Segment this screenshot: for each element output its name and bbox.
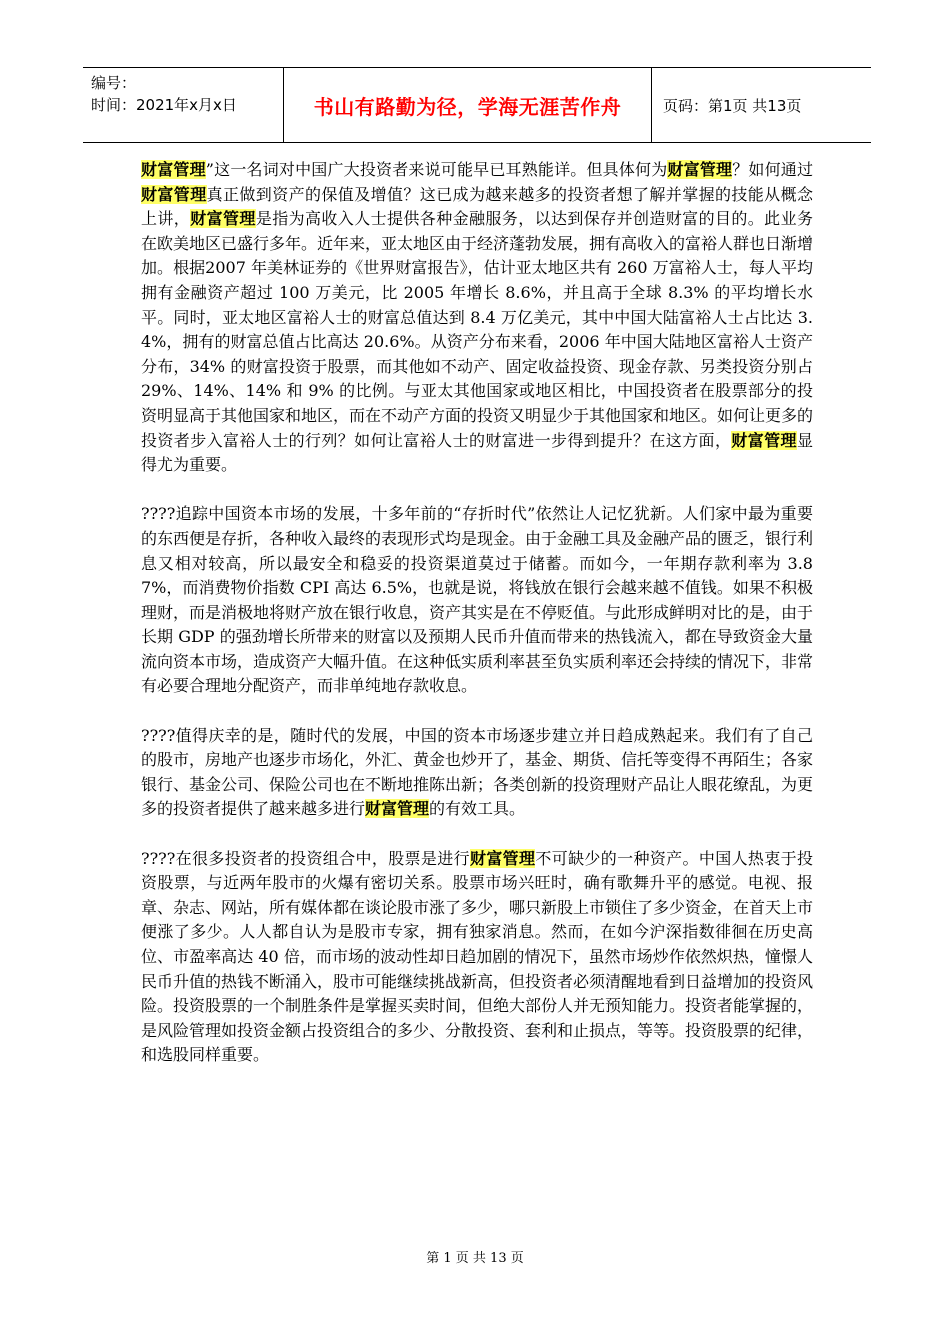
document-time-label: 时间：2021年x月x日 <box>91 96 237 114</box>
highlighted-term: 财富管理 <box>469 848 536 868</box>
document-body <box>141 158 813 1093</box>
highlighted-term: 财富管理 <box>190 209 256 229</box>
document-number-label: 编号： <box>91 74 137 92</box>
paragraph-3: ????值得庆幸的是，随时代的发展，中国的资本市场逐步建立并日趋成熟起来。我们有了自己的股市，房地产也逐步市场化，外汇、黄金也炒开了，基金、期货、信托等变得不再陌生；各家银行、基金公司、保险公司也在不断地推陈出新；各类创新的投资理财产品让人眼花缭乱，为更多的投资者提供了越来越多进行财富管理的有效工具。 <box>141 725 814 819</box>
header-motto-cell <box>284 68 652 142</box>
highlighted-term: 财富管理 <box>731 430 797 450</box>
highlighted-term: 财富管理 <box>667 160 733 179</box>
header-page-info: 页码：第1页 共13页 <box>663 96 802 115</box>
paragraph-2: ????追踪中国资本市场的发展，十多年前的“存折时代”依然让人记忆犹新。人们家中最为重要的东西便是存折，各种收入最终的表现形式均是现金。由于金融工具及金融产品的匮乏，银行利息又相对较高，所以最安全和稳妥的投资渠道莫过于储蓄。而如今，一年期存款利率为 3.87%，而消费物价指数 CPI 高达 6.5%，也就是说，将钱放在银行会越来越不值钱。如果不积极理财，而是消极地将财产放在银行收息，资产其实是在不停贬值。与此形成鲜明对比的是，由于长期 GDP 的强劲增长所带来的财富以及预期人民币升值而带来的热钱流入，都在导致资金大量流向资本市场，造成资产大幅升值。在这种低实质利率甚至负实质利率还会持续的情况下，非常有必要合理地分配资产，而非单纯地存款收息。 <box>141 504 814 696</box>
page-header <box>83 67 871 143</box>
highlighted-term: 财富管理 <box>365 799 430 819</box>
page-footer: 第 1 页 共 13 页 <box>426 1251 524 1266</box>
paragraph-4: ????在很多投资者的投资组合中，股票是进行财富管理不可缺少的一种资产。中国人热衷于投资股票，与近两年股市的火爆有密切关系。股票市场兴旺时，确有歌舞升平的感觉。电视、报章、杂志、网站，所有媒体都在谈论股市涨了多少，哪只新股上市锁住了多少资金，在首天上市便涨了多少。人人都自认为是股市专家，拥有独家消息。然而，在如今沪深指数徘徊在历史高位、市盈率高达 40 倍，而市场的波动性却日趋加剧的情况下，虽然市场炒作依然炽热，憧憬人民币升值的热钱不断涌入，股市可能继续挑战新高，但投资者必须清醒地看到日益增加的投资风险。投资股票的一个制胜条件是掌握买卖时间，但绝大部份人并无预知能力。投资者能掌握的，是风险管理如投资金额占投资组合的多少、分散投资、套利和止损点，等等。投资股票的纪律，和选股同样重要。 <box>141 848 814 1065</box>
paragraph-1: 财富管理”这一名词对中国广大投资者来说可能早已耳熟能详。但具体何为财富管理？如何通过财富管理真正做到资产的保值及增值？这已成为越来越多的投资者想了解并掌握的技能从概念上讲，财富管理是指为高收入人士提供各种金融服务，以达到保存并创造财富的目的。此业务在欧美地区已盛行多年。近年来，亚太地区由于经济蓬勃发展，拥有高收入的富裕人群也日渐增加。根据2007 年美林证券的《世界财富报告》，估计亚太地区共有 260 万富裕人士，每人平均拥有金融资产超过 100 万美元，比 2005 年增长 8.6%，并且高于全球 8.3% 的平均增长水平。同时，亚太地区富裕人士的财富总值达到 8.4 万亿美元，其中中国大陆富裕人士占比达 3.4%，拥有的财富总值占比高达 20.6%。从资产分布来看，2006 年中国大陆地区富裕人士资产分布，34% 的财富投资于股票，而其他如不动产、固定收益投资、现金存款、另类投资分别占29%、14%、14% 和 9% 的比例。与亚太其他国家或地区相比，中国投资者在股票部分的投资明显高于其他国家和地区，而在不动产方面的投资又明显少于其他国家和地区。如何让更多的投资者步入富裕人士的行列？如何让富裕人士的财富进一步得到提升？在这方面，财富管理显得尤为重要。 <box>141 160 814 475</box>
highlighted-term: 财富管理 <box>141 160 206 179</box>
header-motto: 书山有路勤为径，学海无涯苦作舟 <box>313 94 622 119</box>
header-meta <box>83 68 284 142</box>
highlighted-term: 财富管理 <box>141 184 207 204</box>
